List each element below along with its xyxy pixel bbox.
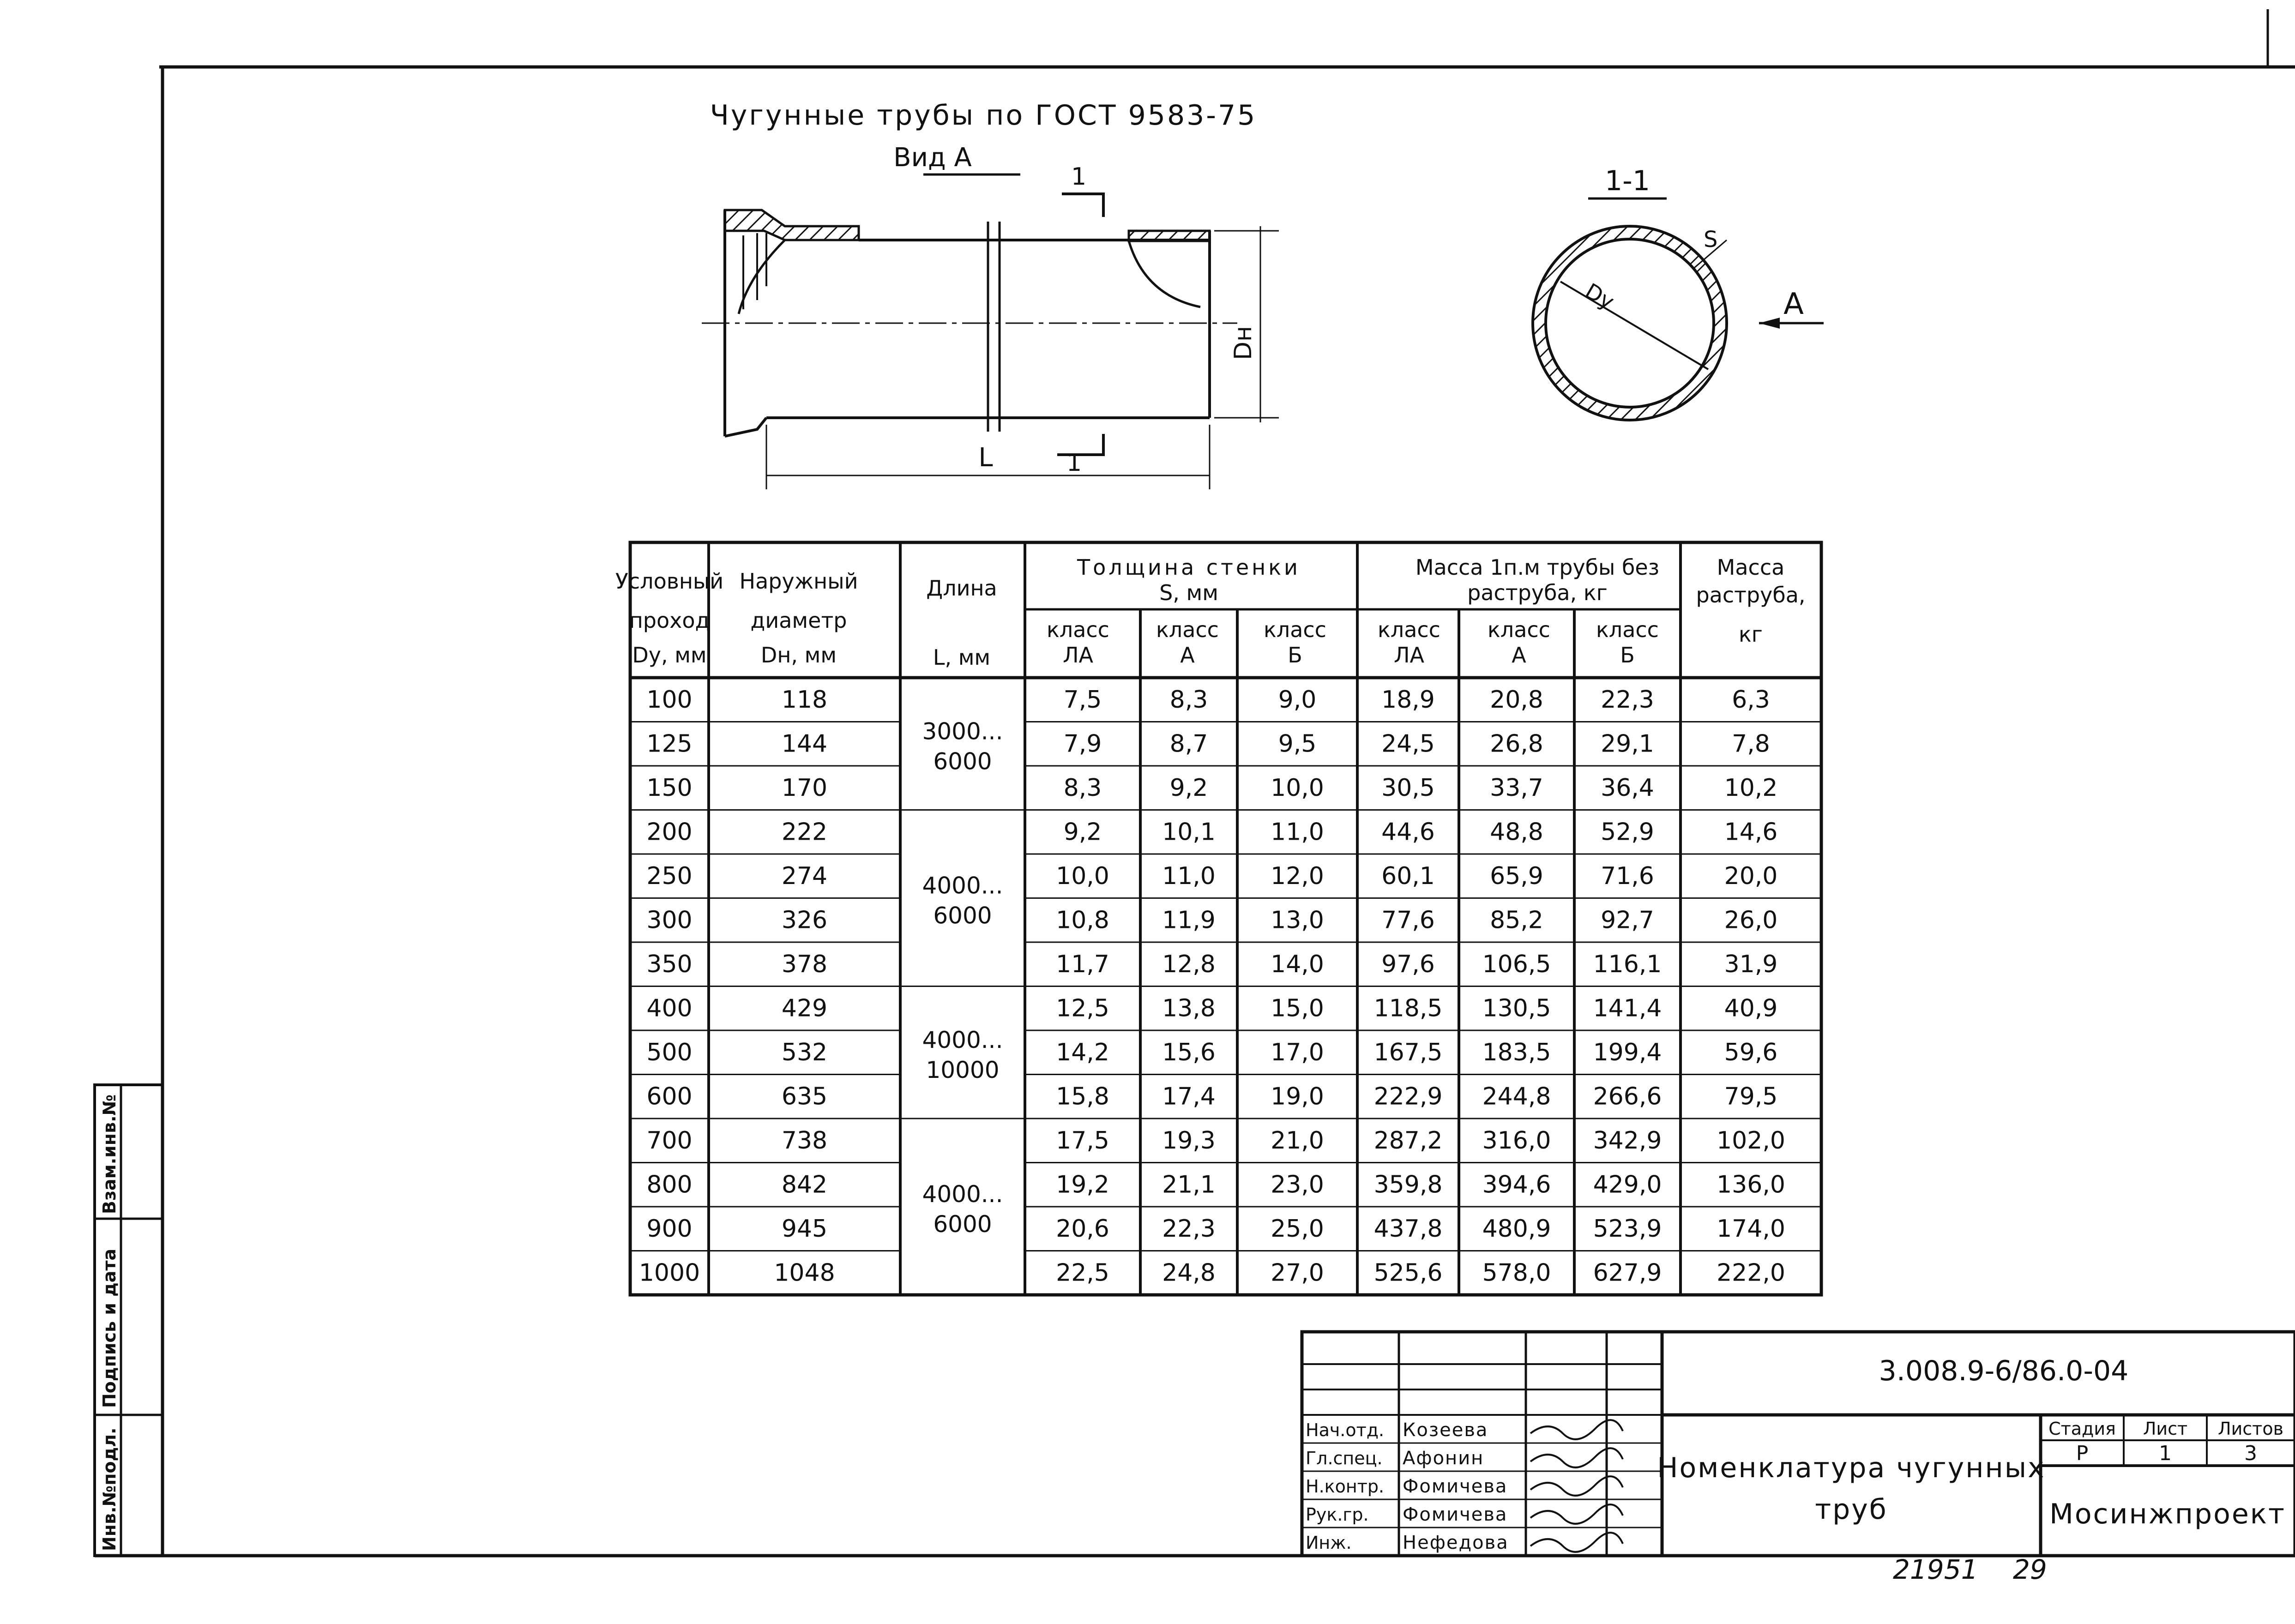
table-cell: 274	[781, 862, 828, 890]
length-group-end: 10000	[926, 1056, 1000, 1083]
signer-role: Инж.	[1306, 1533, 1352, 1553]
table-cell: 26,0	[1724, 906, 1778, 934]
stage-label: Стадия	[2048, 1419, 2116, 1439]
table-cell: 141,4	[1593, 994, 1662, 1023]
table-cell: 22,3	[1162, 1215, 1216, 1243]
table-cell: 36,4	[1601, 774, 1654, 802]
table-cell: 9,2	[1063, 818, 1102, 846]
table-row	[639, 1259, 1785, 1287]
table-row	[646, 994, 1777, 1022]
table-cell: 167,5	[1373, 1038, 1443, 1066]
signer-name: Нефедова	[1403, 1532, 1509, 1553]
table-cell: 125	[646, 730, 693, 758]
table-cell: 532	[781, 1038, 828, 1066]
table-cell: 10,8	[1056, 906, 1109, 934]
header-mass-2: раструба, кг	[1467, 580, 1608, 605]
table-cell: 429,0	[1593, 1171, 1662, 1199]
table-cell: 7,9	[1063, 730, 1102, 758]
table-cell: 523,9	[1593, 1215, 1662, 1243]
header-thickness-2: S, мм	[1159, 580, 1218, 605]
header-thk-class-b-name: Б	[1288, 643, 1302, 668]
table-row	[646, 1039, 1777, 1066]
table-cell: 7,8	[1732, 730, 1770, 758]
table-cell: 20,6	[1056, 1215, 1109, 1243]
header-thickness-1: Толщина стенки	[1077, 555, 1301, 580]
table-cell: 60,1	[1381, 862, 1435, 890]
header-socket-3: кг	[1739, 622, 1763, 647]
header-dy-3: Dу, мм	[632, 643, 707, 668]
title-block	[1302, 1332, 2295, 1556]
table-row	[646, 862, 1777, 890]
sheets-label: Листов	[2218, 1419, 2283, 1439]
signature-scribble	[1530, 1448, 1623, 1468]
sheet-label: Лист	[2143, 1419, 2188, 1439]
section-label: 1-1	[1605, 165, 1650, 197]
table-cell: 7,5	[1063, 686, 1102, 714]
signature-scribble	[1530, 1533, 1623, 1552]
table-cell: 19,3	[1162, 1126, 1216, 1155]
table-cell: 24,5	[1381, 730, 1435, 758]
table-row	[646, 686, 1770, 714]
signer-role: Рук.гр.	[1306, 1504, 1369, 1525]
signer-row	[1306, 1419, 1623, 1441]
table-cell: 17,5	[1056, 1126, 1109, 1155]
table-cell: 23,0	[1271, 1171, 1324, 1199]
length-group-start: 3000...	[922, 718, 1003, 745]
table-cell: 578,0	[1482, 1259, 1551, 1287]
table-cell: 144	[781, 730, 828, 758]
side-stamp-vzam: Взам.инв.№	[99, 1094, 120, 1214]
table-cell: 150	[646, 774, 693, 802]
table-cell: 11,0	[1162, 862, 1216, 890]
table-cell: 22,3	[1601, 686, 1654, 714]
table-cell: 9,0	[1278, 686, 1317, 714]
signer-row	[1306, 1504, 1623, 1525]
table-cell: 9,5	[1278, 730, 1317, 758]
table-cell: 18,9	[1381, 686, 1435, 714]
header-mass-class-b-name: Б	[1620, 643, 1635, 668]
table-cell: 600	[646, 1083, 693, 1111]
table-cell: 174,0	[1717, 1215, 1785, 1243]
table-cell: 842	[781, 1171, 828, 1199]
cut-mark-bottom: 1	[1066, 449, 1082, 477]
side-stamp-inv-podl: Инв.№подл.	[99, 1427, 120, 1551]
table-cell: 100	[646, 686, 693, 714]
table-cell: 287,2	[1373, 1126, 1443, 1155]
table-cell: 8,3	[1169, 686, 1208, 714]
table-cell: 800	[646, 1171, 693, 1199]
length-group-end: 6000	[933, 1211, 992, 1238]
table-cell: 14,2	[1056, 1038, 1109, 1066]
table-cell: 200	[646, 818, 693, 846]
header-dn-1: Наружный	[739, 569, 858, 594]
table-cell: 92,7	[1601, 906, 1654, 934]
header-thk-class-la: класс	[1047, 617, 1109, 642]
header-mass-class-a-name: А	[1512, 643, 1526, 668]
length-group-start: 4000...	[922, 1026, 1003, 1053]
header-mass-class-la: класс	[1378, 617, 1440, 642]
header-dy-2: проход	[629, 608, 710, 633]
table-cell: 8,3	[1063, 774, 1102, 802]
table-cell: 635	[781, 1083, 828, 1111]
signer-name: Фомичева	[1403, 1476, 1508, 1497]
side-stamp	[95, 1085, 163, 1556]
length-groups	[922, 718, 1003, 1238]
sheet-value: 1	[2159, 1442, 2172, 1465]
table-cell: 700	[646, 1126, 693, 1155]
table-cell: 24,8	[1162, 1259, 1216, 1287]
sheets-value: 3	[2244, 1442, 2257, 1465]
footer-number: 21951	[1893, 1554, 1978, 1585]
table-cell: 59,6	[1724, 1038, 1778, 1066]
header-thk-class-b: класс	[1264, 617, 1326, 642]
table-cell: 21,1	[1162, 1171, 1216, 1199]
table-cell: 378	[781, 950, 828, 978]
signature-scribble	[1530, 1420, 1623, 1439]
signer-role: Нач.отд.	[1306, 1420, 1385, 1440]
table-cell: 500	[646, 1038, 693, 1066]
table-row	[646, 950, 1777, 978]
table-cell: 900	[646, 1215, 693, 1243]
table-cell: 394,6	[1482, 1171, 1551, 1199]
table-cell: 10,1	[1162, 818, 1216, 846]
page-title: Чугунные трубы по ГОСТ 9583-75	[710, 99, 1257, 132]
signer-row	[1306, 1448, 1623, 1469]
pipe-side-view	[702, 143, 1279, 489]
table-cell: 20,8	[1490, 686, 1543, 714]
length-group-start: 4000...	[922, 872, 1003, 899]
dim-s-label: S	[1704, 227, 1718, 253]
table-cell: 400	[646, 994, 693, 1023]
table-cell: 52,9	[1601, 818, 1654, 846]
header-thk-class-a: класс	[1156, 617, 1219, 642]
table-cell: 136,0	[1717, 1171, 1785, 1199]
table-cell: 19,0	[1271, 1083, 1324, 1111]
pipe-section-view	[1533, 165, 1824, 420]
signer-role: Н.контр.	[1306, 1476, 1385, 1497]
table-cell: 17,4	[1162, 1083, 1216, 1111]
table-cell: 6,3	[1732, 686, 1770, 714]
header-thk-class-la-name: ЛА	[1062, 643, 1094, 668]
header-mass-class-b: класс	[1596, 617, 1659, 642]
table-row	[646, 1215, 1785, 1243]
table-cell: 266,6	[1593, 1083, 1662, 1111]
table-cell: 14,6	[1724, 818, 1778, 846]
table-row	[646, 1083, 1777, 1110]
doc-title-line2: труб	[1815, 1493, 1888, 1526]
table-cell: 222,0	[1717, 1259, 1785, 1287]
header-length-1: Длина	[926, 576, 997, 601]
table-cell: 222	[781, 818, 828, 846]
table-cell: 22,5	[1056, 1259, 1109, 1287]
signer-row	[1306, 1532, 1623, 1553]
table-cell: 71,6	[1601, 862, 1654, 890]
stage-value: Р	[2076, 1442, 2089, 1465]
table-cell: 118	[781, 686, 828, 714]
table-cell: 342,9	[1593, 1126, 1662, 1155]
doc-code: 3.008.9-6/86.0-04	[1879, 1355, 2129, 1387]
table-cell: 15,8	[1056, 1083, 1109, 1111]
header-mass-class-a: класс	[1488, 617, 1550, 642]
table-cell: 350	[646, 950, 693, 978]
header-thk-class-a-name: А	[1180, 643, 1195, 668]
length-group-start: 4000...	[922, 1181, 1003, 1208]
table-cell: 437,8	[1373, 1215, 1443, 1243]
table-cell: 183,5	[1482, 1038, 1551, 1066]
table-cell: 316,0	[1482, 1126, 1551, 1155]
table-cell: 14,0	[1271, 950, 1324, 978]
table-cell: 11,0	[1271, 818, 1324, 846]
table-cell: 525,6	[1373, 1259, 1443, 1287]
table-cell: 27,0	[1271, 1259, 1324, 1287]
side-stamp-sign-date: Подпись и дата	[99, 1248, 120, 1408]
table-cell: 31,9	[1724, 950, 1778, 978]
length-group-end: 6000	[933, 902, 992, 929]
table-cell: 359,8	[1373, 1171, 1443, 1199]
table-cell: 33,7	[1490, 774, 1543, 802]
table-header	[615, 555, 1806, 670]
table-cell: 250	[646, 862, 693, 890]
table-row	[646, 1171, 1785, 1198]
table-cell: 429	[781, 994, 828, 1023]
view-label: Вид А	[893, 143, 972, 173]
table-cell: 29,1	[1601, 730, 1654, 758]
table-row	[646, 818, 1777, 846]
table-cell: 244,8	[1482, 1083, 1551, 1111]
organization: Мосинжпроект	[2049, 1498, 2286, 1530]
header-length-2: L, мм	[933, 645, 991, 670]
table-cell: 300	[646, 906, 693, 934]
table-cell: 222,9	[1373, 1083, 1443, 1111]
table-cell: 15,0	[1271, 994, 1324, 1023]
header-mass-1: Масса 1п.м трубы без	[1415, 555, 1660, 580]
table-cell: 12,0	[1271, 862, 1324, 890]
table-cell: 48,8	[1490, 818, 1543, 846]
table-cell: 945	[781, 1215, 828, 1243]
signature-scribble	[1530, 1476, 1623, 1496]
table-cell: 25,0	[1271, 1215, 1324, 1243]
doc-title-line1: Номенклатура чугунных	[1657, 1452, 2046, 1484]
table-cell: 13,0	[1271, 906, 1324, 934]
table-row	[646, 774, 1777, 802]
pipe-table	[615, 542, 1821, 1295]
table-cell: 11,7	[1056, 950, 1109, 978]
dim-l-label: L	[978, 443, 993, 473]
table-cell: 30,5	[1381, 774, 1435, 802]
table-cell: 17,0	[1271, 1038, 1324, 1066]
table-cell: 10,0	[1271, 774, 1324, 802]
table-cell: 13,8	[1162, 994, 1216, 1023]
table-cell: 480,9	[1482, 1215, 1551, 1243]
table-row	[646, 1127, 1785, 1155]
header-socket-1: Масса	[1717, 555, 1785, 580]
signer-row	[1306, 1476, 1623, 1497]
table-cell: 21,0	[1271, 1126, 1324, 1155]
table-cell: 170	[781, 774, 828, 802]
table-row	[646, 730, 1770, 758]
table-cell: 199,4	[1593, 1038, 1662, 1066]
table-cell: 10,2	[1724, 774, 1778, 802]
cut-mark-top: 1	[1071, 163, 1087, 191]
table-cell: 79,5	[1724, 1083, 1778, 1111]
header-dn-3: Dн, мм	[760, 643, 837, 668]
footer-page: 29	[2013, 1554, 2047, 1585]
table-cell: 12,5	[1056, 994, 1109, 1023]
table-cell: 1048	[774, 1259, 835, 1287]
signer-role: Гл.спец.	[1306, 1448, 1383, 1468]
table-cell: 1000	[639, 1259, 700, 1287]
header-mass-class-la-name: ЛА	[1393, 643, 1425, 668]
table-cell: 65,9	[1490, 862, 1543, 890]
dim-dy-label: Dу	[1581, 278, 1619, 314]
table-cell: 97,6	[1381, 950, 1435, 978]
table-cell: 116,1	[1593, 950, 1662, 978]
header-dn-2: диаметр	[750, 608, 847, 633]
table-cell: 8,7	[1169, 730, 1208, 758]
table-cell: 44,6	[1381, 818, 1435, 846]
signer-name: Козеева	[1403, 1419, 1488, 1441]
table-cell: 9,2	[1169, 774, 1208, 802]
table-row	[646, 906, 1777, 934]
table-cell: 118,5	[1373, 994, 1443, 1023]
length-group-end: 6000	[933, 748, 992, 775]
table-cell: 738	[781, 1126, 828, 1155]
table-cell: 11,9	[1162, 906, 1216, 934]
table-cell: 15,6	[1162, 1038, 1216, 1066]
table-cell: 85,2	[1490, 906, 1543, 934]
table-cell: 326	[781, 906, 828, 934]
table-cell: 40,9	[1724, 994, 1778, 1023]
table-cell: 10,0	[1056, 862, 1109, 890]
table-cell: 627,9	[1593, 1259, 1662, 1287]
signature-scribble	[1530, 1504, 1623, 1524]
table-cell: 12,8	[1162, 950, 1216, 978]
table-cell: 106,5	[1482, 950, 1551, 978]
dim-dn-label: Dн	[1229, 325, 1257, 360]
table-cell: 102,0	[1717, 1126, 1785, 1155]
table-cell: 19,2	[1056, 1171, 1109, 1199]
table-cell: 77,6	[1381, 906, 1435, 934]
signer-name: Афонин	[1403, 1448, 1484, 1469]
header-dy-1: Условный	[615, 569, 724, 594]
table-cell: 130,5	[1482, 994, 1551, 1023]
header-socket-2: раструба,	[1696, 583, 1806, 607]
signer-name: Фомичева	[1403, 1504, 1508, 1525]
table-cell: 20,0	[1724, 862, 1778, 890]
view-arrow-label: A	[1783, 287, 1804, 321]
table-cell: 26,8	[1490, 730, 1543, 758]
